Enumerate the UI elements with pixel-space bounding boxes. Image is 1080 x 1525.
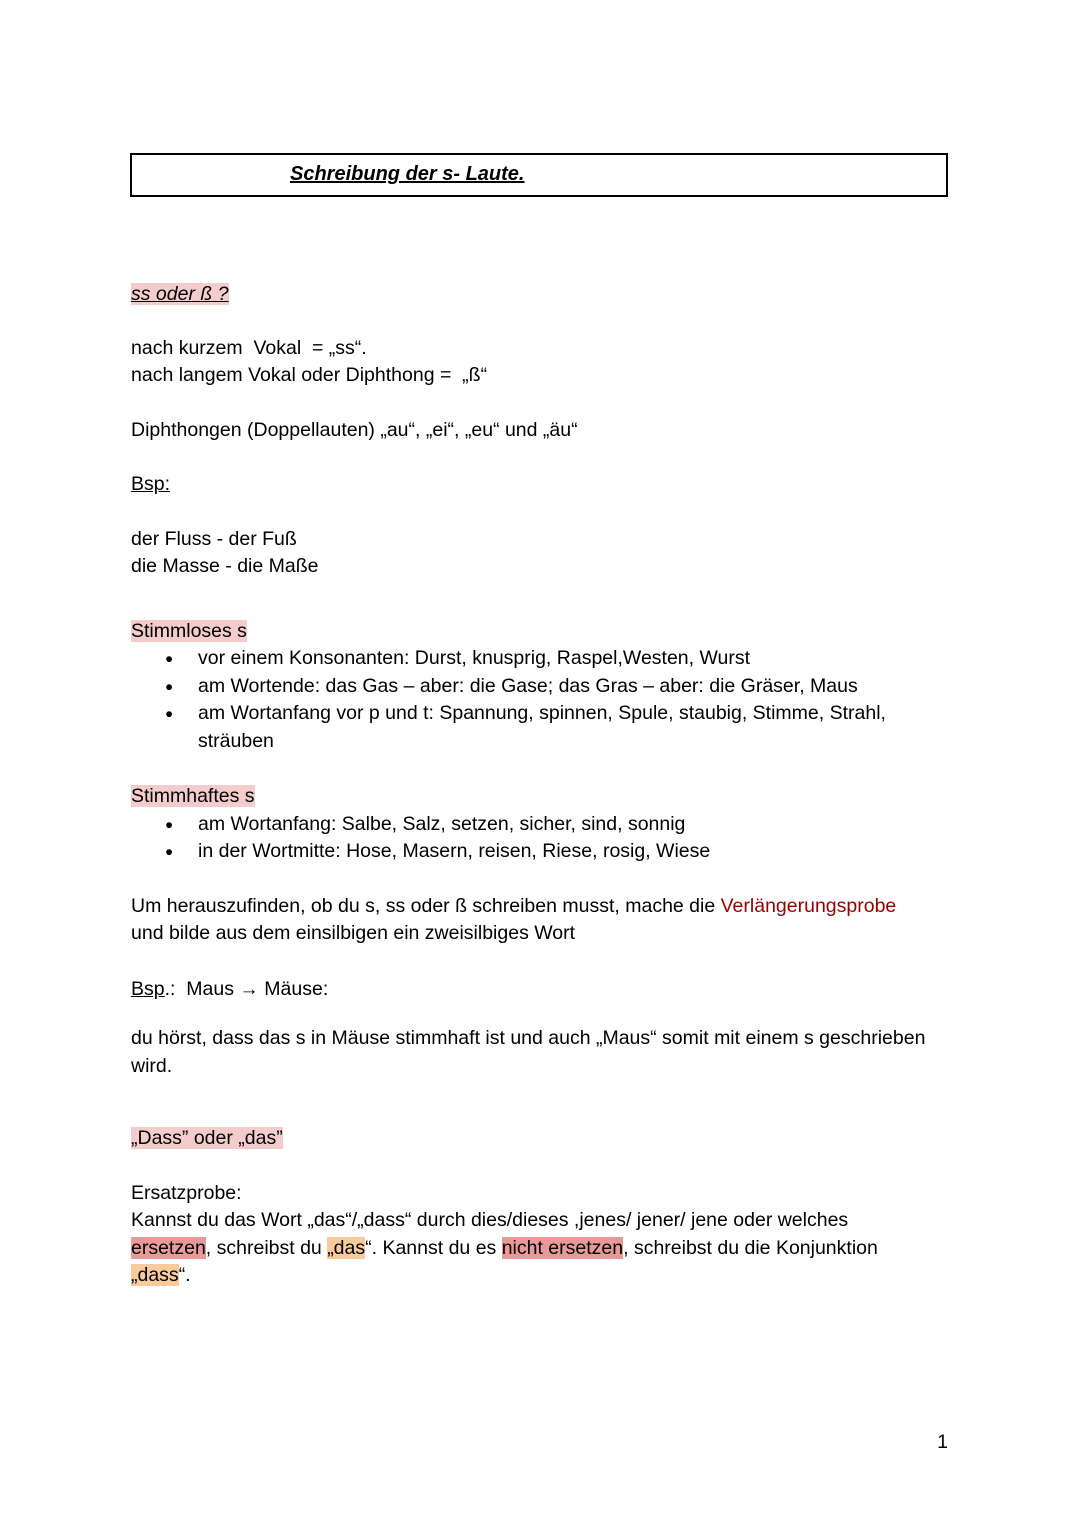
list-item	[131, 838, 948, 866]
text-run: nach langem Vokal oder Diphthong = „ß“	[131, 364, 488, 386]
list-stimmhaftes-s	[131, 811, 948, 866]
text-line	[131, 920, 948, 948]
bullet-icon: ●	[165, 706, 174, 721]
text-line	[131, 417, 948, 445]
text-run: Stimmhaftes s	[131, 785, 255, 807]
list-item	[131, 811, 948, 839]
text-line	[131, 1207, 948, 1235]
bullet-icon: ●	[165, 678, 174, 694]
bullet-icon: ●	[165, 844, 174, 859]
text-line	[131, 893, 948, 921]
text-line	[198, 838, 948, 866]
text-run: du hörst, dass das s in Mäuse stimmhaft ist und auch „Maus“ somit mit einem s geschrieben	[131, 1027, 926, 1049]
text-line	[131, 1053, 948, 1081]
text-line	[131, 1180, 948, 1208]
text-run: nach kurzem Vokal = „ss“.	[131, 336, 367, 359]
text-run: der Fluss - der Fuß	[131, 527, 297, 550]
text-line	[198, 728, 948, 756]
text-line	[131, 335, 948, 363]
para-vokal-regeln	[131, 335, 948, 390]
list-item	[131, 673, 948, 701]
heading-dass-oder-das	[131, 1125, 948, 1153]
text-run: ss oder ß ?	[131, 283, 229, 305]
text-run: Kannst du das Wort „das“/„dass“ durch dies/dieses ,jenes/ jener/ jene oder welches	[131, 1209, 849, 1231]
list-item-text	[198, 838, 948, 866]
page-number: 1	[937, 1431, 948, 1453]
text-run: wird.	[131, 1054, 173, 1077]
text-line	[131, 526, 948, 554]
text-run: die Masse - die Maße	[131, 555, 319, 577]
text-run: Stimmloses s	[131, 619, 247, 642]
text-line	[131, 976, 948, 1004]
title-box	[130, 153, 948, 197]
text-run: Bsp	[131, 977, 165, 1000]
text-run: , schreibst du die Konjunktion	[623, 1236, 878, 1259]
para-verlaengerungsprobe	[131, 893, 948, 948]
text-line	[198, 645, 948, 673]
para-beispiele	[131, 526, 948, 581]
text-run: .: Maus → Mäuse:	[164, 977, 329, 1000]
list-item-text	[198, 700, 948, 755]
text-line	[131, 1025, 948, 1053]
text-run: vor einem Konsonanten: Durst, knusprig, Raspel,Westen, Wurst	[198, 647, 751, 669]
text-run: „dass	[131, 1264, 179, 1286]
text-line	[131, 553, 948, 581]
text-run: „Dass” oder „das”	[131, 1127, 283, 1149]
bullet-icon: ●	[165, 651, 174, 666]
text-run: „das	[327, 1236, 366, 1259]
text-run: nicht ersetzen	[501, 1236, 624, 1259]
heading-stimmloses-s	[131, 618, 948, 646]
document-title: Schreibung der s- Laute.	[290, 163, 525, 186]
text-run: Bsp:	[131, 473, 171, 495]
text-run: “.	[178, 1264, 191, 1286]
para-diphthongen	[131, 417, 948, 445]
text-run: ersetzen	[131, 1236, 206, 1259]
bullet-icon: ●	[165, 816, 174, 832]
text-line	[198, 811, 948, 839]
text-run: am Wortende: das Gas – aber: die Gase; das Gras – aber: die Gräser, Maus	[198, 674, 858, 697]
text-line	[198, 673, 948, 701]
list-item	[131, 645, 948, 673]
heading-stimmhaftes-s	[131, 783, 948, 811]
text-run: , schreibst du	[205, 1236, 328, 1259]
para-bsp-maus	[131, 976, 948, 1004]
list-item-text	[198, 811, 948, 839]
document-body	[131, 197, 948, 1290]
list-item	[131, 700, 948, 755]
list-item-text	[198, 673, 948, 701]
text-line	[131, 362, 948, 390]
text-run: Um herauszufinden, ob du s, ss oder ß schreiben musst, mache die	[131, 894, 721, 917]
text-line	[198, 700, 948, 728]
list-item-text	[198, 645, 948, 673]
text-run: sträuben	[198, 729, 274, 752]
text-run: Diphthongen (Doppellauten) „au“, „ei“, „eu“ und „äu“	[131, 418, 578, 441]
text-line	[131, 1262, 948, 1290]
text-run: in der Wortmitte: Hose, Masern, reisen, Riese, rosig, Wiese	[198, 840, 711, 862]
text-run: Ersatzprobe:	[131, 1181, 242, 1204]
text-run: am Wortanfang vor p und t: Spannung, spinnen, Spule, staubig, Stimme, Strahl,	[198, 702, 886, 724]
para-du-hoerst	[131, 1025, 948, 1080]
list-stimmloses-s	[131, 645, 948, 755]
text-run: Verlängerungsprobe	[720, 894, 897, 917]
text-line	[131, 1235, 948, 1263]
text-run: am Wortanfang: Salbe, Salz, setzen, sicher, sind, sonnig	[198, 812, 686, 835]
text-run: “. Kannst du es	[365, 1236, 502, 1259]
heading-ss-oder-sz	[131, 281, 948, 309]
heading-bsp	[131, 471, 948, 499]
para-ersatzprobe	[131, 1180, 948, 1290]
text-run: und bilde aus dem einsilbigen ein zweisilbiges Wort	[131, 922, 576, 944]
